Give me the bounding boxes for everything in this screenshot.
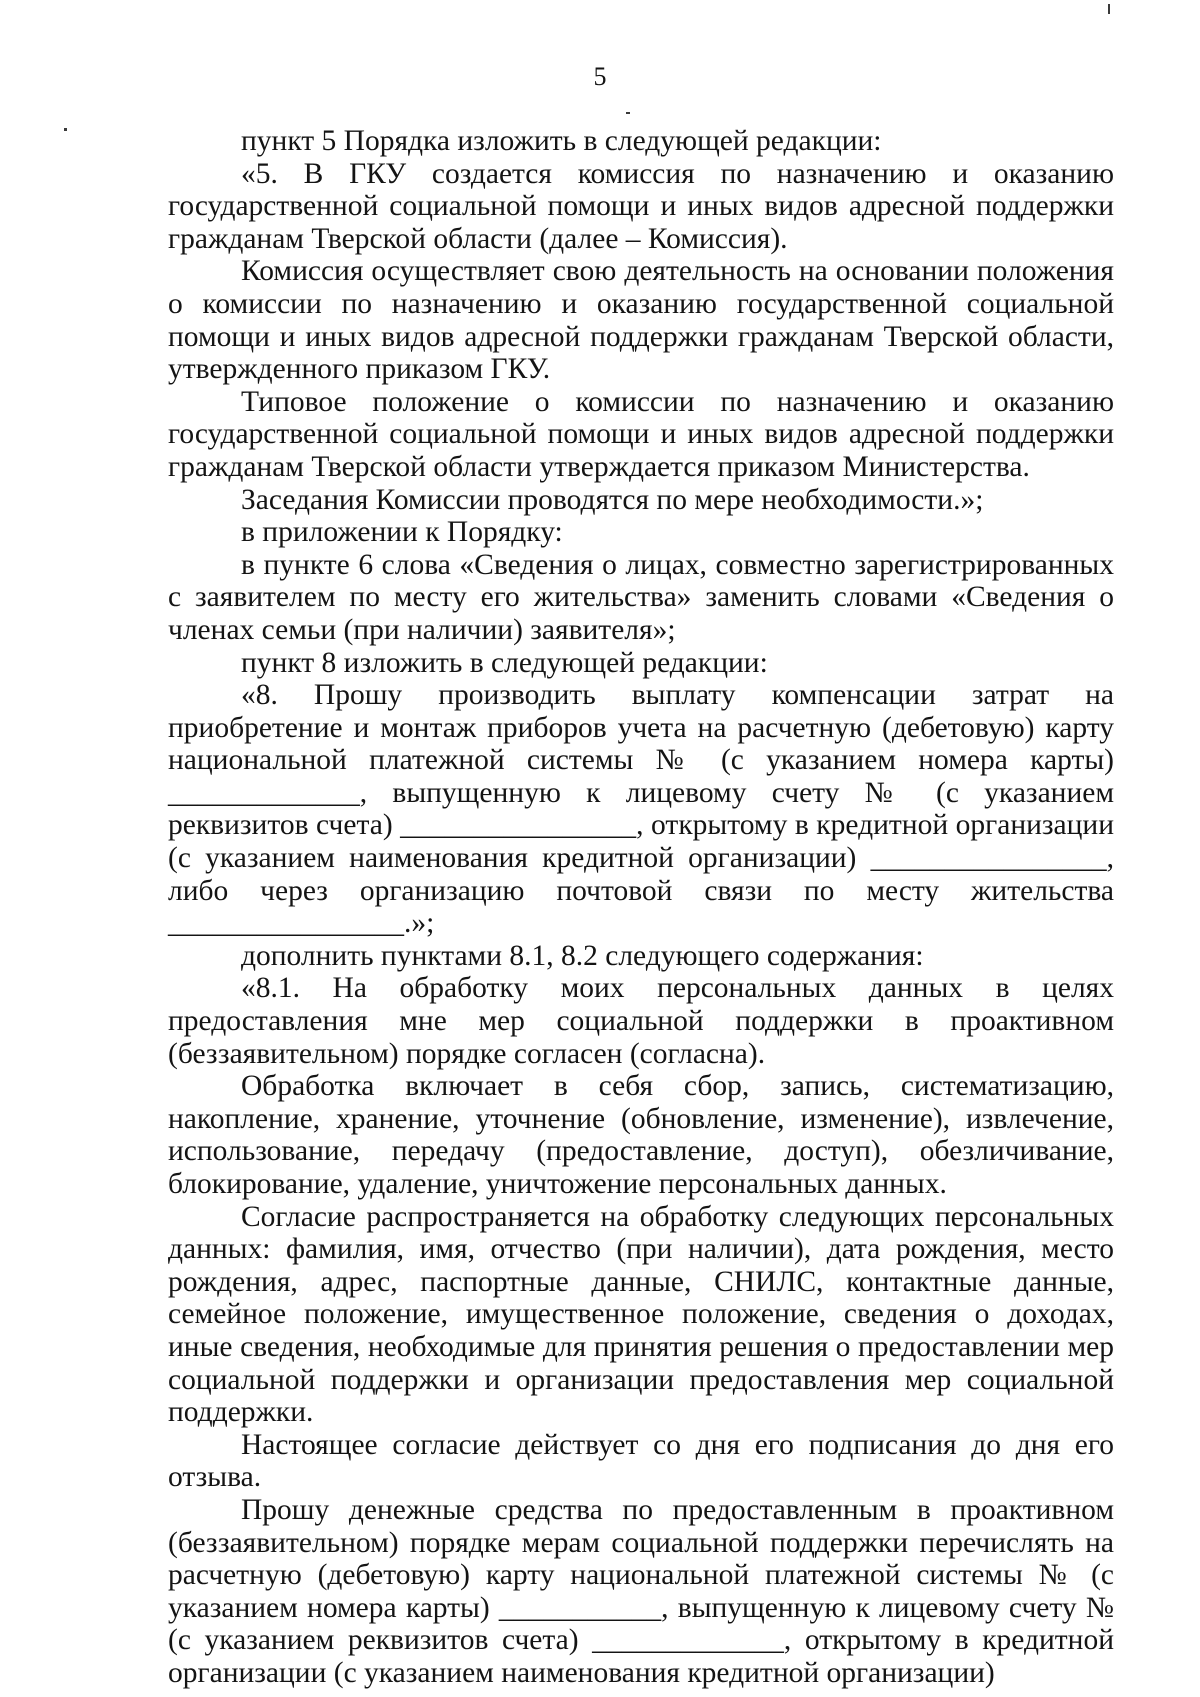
paragraph: дополнить пунктами 8.1, 8.2 следующего содержания: (241, 939, 924, 972)
paragraph: Обработка включает в себя сбор, запись, систематизацию, накопление, хранение, уточнение (обновление, изменение), извлечение, использование, передачу (предоставление, доступ), обезличивание, блокирование, удаление, уничтожение персональных данных. (168, 1070, 1114, 1200)
paragraph: в пункте 6 слова «Сведения о лицах, совместно зарегистрированных с заявителем по месту его жительства» заменить словами «Сведения о членах семьи (при наличии) заявителя»; (168, 548, 1114, 646)
paragraph: пункт 5 Порядка изложить в следующей редакции: (241, 125, 882, 157)
scan-artifact (1108, 4, 1110, 14)
paragraph: «8. Прошу производить выплату компенсации затрат на приобретение и монтаж приборов учета на расчетную (дебетовую) карту национальной платежной системы № (с указанием номера карты) _____________, выпущенную к лицевому счету № (с указанием реквизитов счета) ________________, открытому в кредитной организации (с указанием наименования кредитной организации) ________________, либо через организацию почтовой связи по месту жительства ________________.»; (168, 679, 1114, 940)
paragraph: в приложении к Порядку: (241, 516, 563, 549)
paragraph: Настоящее согласие действует со дня его подписания до дня его отзыва. (168, 1428, 1114, 1494)
scan-artifact (626, 112, 630, 114)
paragraph: Типовое положение о комиссии по назначению и оказанию государственной социальной помощи и иных видов адресной поддержки гражданам Тверской области утверждается приказом Министерства. (168, 385, 1114, 483)
paragraph: Прошу денежные средства по предоставленным в проактивном (беззаявительном) порядке мерам социальной поддержки перечислять на расчетную (дебетовую) карту национальной платежной системы № (с указанием номера карты) ___________, выпущенную к лицевому счету № (с указанием реквизитов счета) _____________, открытому в кредитной организации (с указанием наименования кредитной организации) (168, 1493, 1114, 1689)
paragraph: «8.1. На обработку моих персональных данных в целях предоставления мне мер социальной поддержки в проактивном (беззаявительном) порядке согласен (согласна). (168, 972, 1114, 1070)
paragraph: пункт 8 изложить в следующей редакции: (241, 646, 768, 679)
paragraph: Заседания Комиссии проводятся по мере необходимости.»; (241, 483, 984, 516)
paragraph: Комиссия осуществляет свою деятельность на основании положения о комиссии по назначению и оказанию государственной социальной помощи и иных видов адресной поддержки гражданам Тверской области, утвержденного приказом ГКУ. (168, 255, 1114, 386)
page-number: 5 (593, 62, 607, 91)
paragraph: Согласие распространяется на обработку следующих персональных данных: фамилия, имя, отчество (при наличии), дата рождения, место рождения, адрес, паспортные данные, СНИЛС, контактные данные, семейное положение, имущественное положение, сведения о доходах, иные сведения, необходимые для принятия решения о предоставлении мер социальной поддержки и организации предоставления мер социальной поддержки. (168, 1200, 1114, 1429)
scan-artifact (64, 128, 67, 131)
paragraph: «5. В ГКУ создается комиссия по назначению и оказанию государственной социальной помощи и иных видов адресной поддержки гражданам Тверской области (далее – Комиссия). (168, 157, 1114, 255)
document-body (168, 125, 1114, 1690)
